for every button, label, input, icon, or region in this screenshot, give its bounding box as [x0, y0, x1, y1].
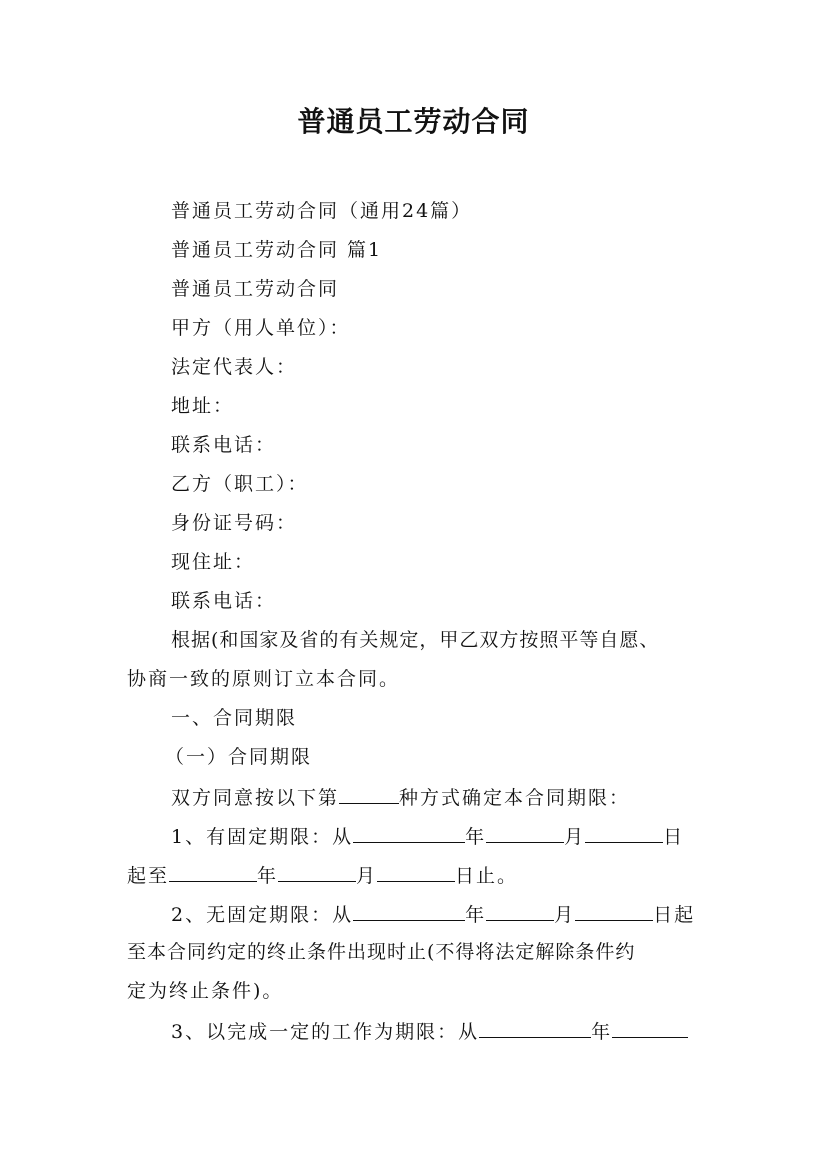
- line-text: 起至: [127, 865, 170, 887]
- line-text: 月: [554, 904, 576, 926]
- doc-line: [171, 900, 751, 928]
- blank-field: [339, 783, 399, 804]
- blank-field: [377, 861, 455, 882]
- doc-line: 根据(和国家及省的有关规定，甲乙双方按照平等自愿、: [171, 629, 660, 651]
- doc-line: 现住址：: [171, 551, 256, 573]
- line-text: 月: [356, 865, 378, 887]
- line-text: 种方式确定本合同期限：: [399, 787, 631, 809]
- doc-line: 法定代表人：: [171, 356, 298, 378]
- line-text: 3、以完成一定的工作为期限：从: [171, 1021, 480, 1043]
- doc-line: [171, 783, 751, 811]
- doc-line: 联系电话：: [171, 434, 277, 456]
- document-title: 普通员工劳动合同: [297, 105, 530, 138]
- line-text: 日止。: [455, 865, 519, 887]
- blank-field: [486, 822, 564, 843]
- doc-line: 普通员工劳动合同 篇1: [171, 239, 383, 261]
- line-text: 年: [257, 865, 279, 887]
- blank-field: [612, 1017, 688, 1038]
- doc-line: 地址：: [171, 395, 235, 417]
- blank-field: [278, 861, 356, 882]
- doc-line: [171, 822, 751, 850]
- line-text: 1、有固定期限：从: [171, 826, 354, 848]
- line-text: 年: [591, 1021, 613, 1043]
- blank-field: [353, 822, 465, 843]
- blank-field: [169, 861, 257, 882]
- line-text: 年: [465, 904, 487, 926]
- blank-field: [479, 1017, 591, 1038]
- blank-field: [585, 822, 663, 843]
- doc-line: 普通员工劳动合同: [171, 278, 340, 300]
- doc-line: 乙方（职工）：: [171, 473, 309, 495]
- line-text: 年: [465, 826, 487, 848]
- doc-line: 协商一致的原则订立本合同。: [127, 668, 401, 690]
- doc-line: 一、合同期限: [171, 707, 298, 729]
- line-text: 日起: [653, 904, 696, 926]
- line-text: 月: [564, 826, 586, 848]
- doc-line: 至本合同约定的终止条件出现时止(不得将法定解除条件约: [127, 941, 636, 963]
- line-text: 日: [663, 826, 685, 848]
- doc-line: 身份证号码：: [171, 512, 298, 534]
- doc-line: 普通员工劳动合同（通用24篇）: [171, 200, 473, 222]
- doc-line: [127, 861, 707, 889]
- line-text: 2、无固定期限：从: [171, 904, 354, 926]
- doc-line: 联系电话：: [171, 590, 277, 612]
- doc-line: 定为终止条件)。: [127, 980, 284, 1002]
- line-text: 双方同意按以下第: [171, 787, 340, 809]
- blank-field: [575, 900, 653, 921]
- blank-field: [486, 900, 554, 921]
- blank-field: [353, 900, 465, 921]
- doc-line: [171, 1017, 751, 1045]
- doc-line: （一）合同期限: [165, 746, 313, 768]
- doc-line: 甲方（用人单位）：: [171, 317, 351, 339]
